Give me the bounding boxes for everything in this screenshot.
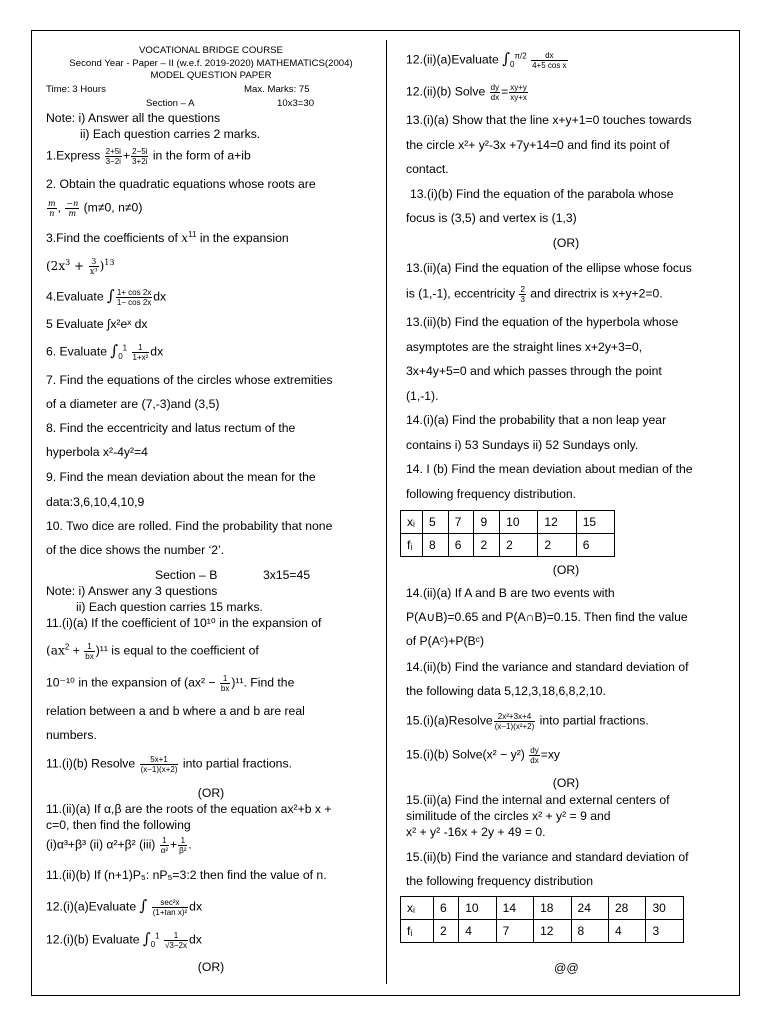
section-b-marks: 3x15=45 [263, 568, 311, 582]
question-12ia: 12.(i)(a)Evaluate ∫ $\frac{\text{sec²x}}{\text{(1+tan x)²}}$ dx [46, 896, 203, 917]
question-12ib: 12.(i)(b) Evaluate $\int_0^1$ $\frac{1}{√3-2x}$ dx [46, 929, 202, 950]
question-11iia-line1: 11.(ii)(a) If α,β are the roots of the equation ax²+b x + [46, 802, 332, 816]
question-11iia-line3: (i)α³+β³ (ii) α²+β² (iii) $\frac{1}{\text{α²}}$ + $\frac{1}{\text{β²}}$ . [46, 836, 192, 855]
header-line1: VOCATIONAL BRIDGE COURSE [139, 45, 283, 56]
or-separator-5: (OR) [552, 776, 580, 790]
table-cell: 14 [496, 897, 533, 920]
table-cell: 6 [434, 897, 459, 920]
question-2-line2: $\frac{m}{n}$ , $\frac{-n}{m}$ (m≠0, n≠0) [48, 199, 143, 218]
table-cell: 2 [538, 534, 576, 557]
or-separator-2: (OR) [197, 960, 225, 974]
question-15ia: 15.(i)(a)Resolve $\frac{\text{2x²+3x+4}}{\text{(x−1)(x²+2)}}$ into partial fractions. [406, 712, 649, 731]
table-cell: 12 [538, 511, 576, 534]
question-13iia-line2: is (1,-1), eccentricity $\frac{2}{3}$ and directrix is x+y+2=0. [406, 285, 663, 304]
column-divider [386, 40, 387, 984]
question-13ia-line1: 13.(i)(a) Show that the line x+y+1=0 touches towards [406, 113, 692, 127]
section-b-note1: Note: i) Answer any 3 questions [46, 584, 218, 598]
question-13iia-line1: 13.(ii)(a) Find the equation of the ellipse whose focus [406, 261, 692, 275]
question-15iia-line2: similitude of the circles x² + y² = 9 and [406, 809, 611, 823]
question-9-line2: data:3,6,10,4,10,9 [46, 495, 145, 509]
table-cell: 2 [474, 534, 500, 557]
table-cell: 24 [571, 897, 608, 920]
question-5: 5 Evaluate ∫x²eˣ dx [46, 317, 148, 331]
section-a-note1: Note: i) Answer all the questions [46, 111, 221, 125]
table-cell: 2 [434, 920, 459, 943]
question-14iia-line2: P(A∪B)=0.65 and P(A∩B)=0.15. Then find the value [406, 610, 688, 624]
question-10-line1: 10. Two dice are rolled. Find the probability that none [46, 519, 333, 533]
table-cell: 10 [500, 511, 538, 534]
question-15iia-line3: x² + y² -16x + 2y + 49 = 0. [406, 825, 546, 839]
q1-prefix: 1.Express [46, 148, 101, 163]
question-11ia-line3: 10⁻¹⁰ in the expansion of (ax² − $\frac{1}{bx}$ )¹¹. Find the [46, 674, 295, 693]
question-3-line1: 3.Find the coefficients of $x^{11}$ in the expansion [46, 229, 289, 245]
table-cell: 28 [609, 897, 646, 920]
question-13ia-line3: contact. [406, 162, 449, 176]
question-15iib-line1: 15.(ii)(b) Find the variance and standard deviation of [406, 850, 689, 864]
section-b-title: Section – B [155, 568, 218, 582]
question-14iia-line3: of P(Aᶜ)+P(Bᶜ) [406, 634, 485, 648]
table-cell: 5 [423, 511, 449, 534]
question-8-line2: hyperbola x²-4y²=4 [46, 445, 148, 459]
table-cell: 6 [576, 534, 614, 557]
question-9-line1: 9. Find the mean deviation about the mean for the [46, 470, 316, 484]
table-cell: xᵢ [401, 511, 423, 534]
question-3-expression: ($2x^3$ + $\frac{3}{\text{x³}}$ )$^{13}$ [46, 257, 115, 276]
table-row [401, 920, 684, 943]
table-cell: 4 [459, 920, 496, 943]
question-11ia-line1: 11.(i)(a) If the coefficient of 10¹⁰ in the expansion of [46, 616, 322, 630]
table-row [401, 534, 615, 557]
table-cell: 6 [448, 534, 474, 557]
question-8-line1: 8. Find the eccentricity and latus rectum of the [46, 421, 296, 435]
question-14iib-line1: 14.(ii)(b) Find the variance and standard deviation of [406, 660, 689, 674]
table-cell: 8 [423, 534, 449, 557]
table-cell: 9 [474, 511, 500, 534]
question-15iib-line2: the following frequency distribution [406, 874, 593, 888]
question-14iia-line1: 14.(ii)(a) If A and B are two events with [406, 586, 615, 600]
table-cell: 10 [459, 897, 496, 920]
question-14iib-line2: the following data 5,12,3,18,6,8,2,10. [406, 684, 606, 698]
question-7-line2: of a diameter are (7,-3)and (3,5) [46, 397, 220, 411]
question-14ib-line1: 14. I (b) Find the mean deviation about median of the [406, 462, 693, 476]
header-line2: Second Year - Paper – II (w.e.f. 2019-2020) MATHEMATICS(2004) [69, 58, 353, 69]
question-13iib-line2: asymptotes are the straight lines x+2y+3=0, [406, 340, 643, 354]
question-13iib-line3: 3x+4y+5=0 and which passes through the point [406, 364, 662, 378]
question-13ia-line2: the circle x²+ y²-3x +7y+14=0 and find its point of [406, 138, 670, 152]
or-separator-1: (OR) [197, 786, 225, 800]
question-11ia-line5: numbers. [46, 728, 97, 742]
question-13ib-line1: 13.(i)(b) Find the equation of the parabola whose [410, 187, 674, 201]
frequency-table-2 [400, 896, 684, 943]
table-cell: 8 [571, 920, 608, 943]
question-6: 6. Evaluate $\int_0^1$ $\frac{1}{\text{1+x²}}$ dx [46, 341, 164, 362]
table-cell: 7 [496, 920, 533, 943]
section-a-title: Section – A [146, 98, 195, 109]
question-15ib: 15.(i)(b) Solve(x² − y²) $\frac{dy}{dx}$ =xy [406, 746, 561, 765]
question-11iia-line2: c=0, then find the following [46, 818, 191, 832]
question-14ia-line1: 14.(i)(a) Find the probability that a non leap year [406, 413, 667, 427]
question-11iib: 11.(ii)(b) If (n+1)P₅: nP₅=3:2 then find the value of n. [46, 868, 327, 882]
table-cell: fᵢ [401, 920, 434, 943]
question-13ib-line2: focus is (3,5) and vertex is (1,3) [406, 211, 577, 225]
table-cell: xᵢ [401, 897, 434, 920]
section-a-note2: ii) Each question carries 2 marks. [80, 127, 261, 141]
question-12iib: 12.(ii)(b) Solve $\frac{dy}{dx}$ = $\frac{xy+y}{xy+x}$ [406, 83, 527, 102]
section-b-note2: ii) Each question carries 15 marks. [76, 600, 263, 614]
question-13iib-line1: 13.(ii)(b) Find the equation of the hyperbola whose [406, 315, 679, 329]
footer-mark: @@ [554, 961, 579, 975]
question-10-line2: of the dice shows the number ‘2’. [46, 543, 225, 557]
or-separator-3: (OR) [552, 236, 580, 250]
question-7-line1: 7. Find the equations of the circles whose extremities [46, 373, 333, 387]
question-15iia-line1: 15.(ii)(a) Find the internal and external centers of [406, 793, 670, 807]
max-marks: Max. Marks: 75 [244, 84, 310, 95]
or-separator-4: (OR) [552, 563, 580, 577]
frequency-table-1 [400, 510, 615, 557]
table-cell: fᵢ [401, 534, 423, 557]
table-cell: 7 [448, 511, 474, 534]
q1-fraction-2: $\frac{2-5i}{3+2i}$ [132, 147, 148, 166]
q1-fraction-1: $\frac{2+5i}{3-2i}$ [105, 147, 121, 166]
q1-suffix: in the form of a+ib [152, 148, 251, 163]
question-11ia-line2: ($ax^2$ + $\frac{1}{bx}$ )¹¹ is equal to the coefficient of [46, 642, 259, 661]
question-12iia: 12.(ii)(a)Evaluate $\int_0^{\pi/2}$ $\frac{dx}{\text{4+5 cos x}}$ [406, 49, 567, 70]
question-13iib-line4: (1,-1). [406, 389, 439, 403]
table-cell: 15 [576, 511, 614, 534]
question-1: 1.Express $\frac{2+5i}{3-2i}$ + $\frac{2-5i}{3+2i}$ in the form of a+ib [46, 147, 251, 166]
question-14ib-line2: following frequency distribution. [406, 487, 577, 501]
question-11ib: 11.(i)(b) Resolve $\frac{5x+1}{(x-1)(x+2)}$ into partial fractions. [46, 755, 292, 774]
question-14ia-line2: contains i) 53 Sundays ii) 52 Sundays only. [406, 438, 639, 452]
question-2-line1: 2. Obtain the quadratic equations whose roots are [46, 177, 316, 191]
table-cell: 2 [500, 534, 538, 557]
table-cell: 12 [534, 920, 571, 943]
question-11ia-line4: relation between a and b where a and b are real [46, 704, 305, 718]
section-a-marks: 10x3=30 [277, 98, 315, 109]
table-row [401, 511, 615, 534]
table-cell: 4 [609, 920, 646, 943]
question-4: 4.Evaluate ∫ $\frac{1+ \cos 2x}{1- \cos 2x}$ dx [46, 286, 167, 307]
table-cell: 3 [646, 920, 684, 943]
table-row [401, 897, 684, 920]
time-label: Time: 3 Hours [46, 84, 106, 95]
table-cell: 18 [534, 897, 571, 920]
header-line3: MODEL QUESTION PAPER [150, 70, 272, 81]
table-cell: 30 [646, 897, 684, 920]
